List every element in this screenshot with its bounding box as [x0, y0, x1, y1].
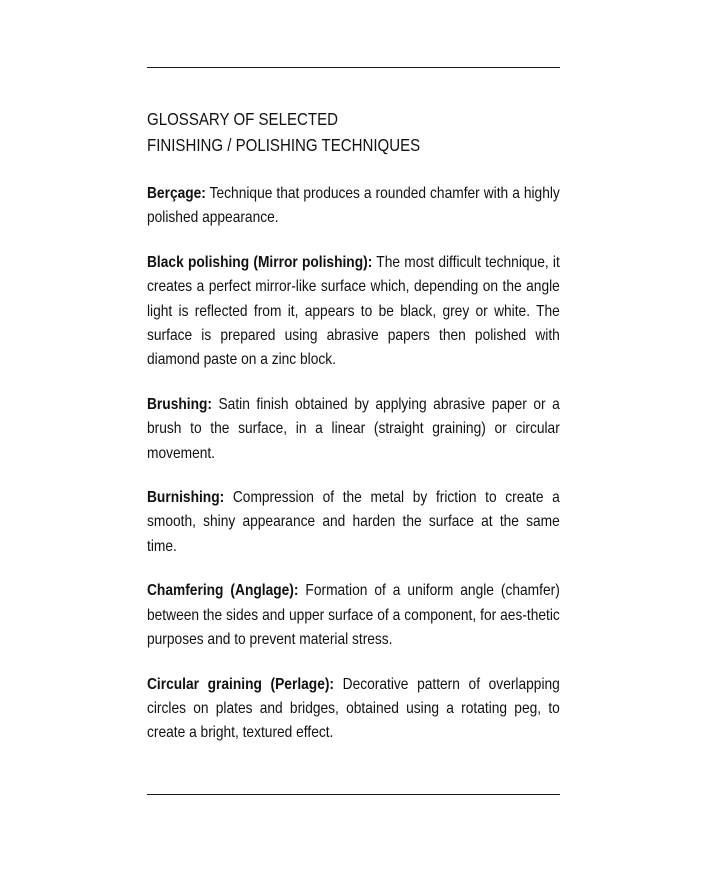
glossary-entry-burnishing	[147, 486, 560, 559]
glossary-entry-circular-graining	[147, 673, 560, 746]
glossary-entry-bercage	[147, 182, 560, 231]
bottom-divider	[147, 794, 560, 795]
entry-term: Burnishing:	[147, 489, 225, 507]
entry-term: Circular graining (Perlage):	[147, 675, 335, 693]
entry-definition: The most difficult technique, it creates a perfect mirror-like surface which, depending on the angle light is reflected from it, appears to be black, grey or white. The surface is prepared using abrasive papers then polished with diamond paste on a zinc block.	[147, 253, 560, 369]
entry-definition: Satin finish obtained by applying abrasive paper or a brush to the surface, in a linear (straight graining) or circular movement.	[147, 395, 560, 462]
glossary-title	[147, 106, 560, 158]
entry-term: Berçage:	[147, 185, 206, 202]
glossary-section	[147, 106, 560, 766]
entry-term: Chamfering (Anglage):	[147, 582, 299, 600]
title-line-2: FINISHING / POLISHING TECHNIQUES	[147, 135, 421, 155]
top-divider	[147, 67, 560, 68]
entry-definition: Decorative pattern of overlapping circles on plates and bridges, obtained using a rotating peg, to create a bright, textured effect.	[147, 675, 560, 742]
entry-term: Brushing:	[147, 395, 212, 413]
entry-definition: Formation of a uniform angle (chamfer) between the sides and upper surface of a component, for aes-thetic purposes and to prevent material stress.	[147, 582, 560, 649]
entry-definition: Compression of the metal by friction to create a smooth, shiny appearance and harden the surface at the same time.	[147, 489, 560, 555]
entry-definition: Technique that produces a rounded chamfer with a highly polished appearance.	[147, 185, 560, 227]
title-line-1: GLOSSARY OF SELECTED	[147, 109, 338, 129]
glossary-entry-brushing	[147, 393, 560, 466]
glossary-entry-chamfering	[147, 579, 560, 652]
glossary-entry-black-polishing	[147, 251, 560, 373]
entry-term: Black polishing (Mirror polishing):	[147, 253, 373, 271]
